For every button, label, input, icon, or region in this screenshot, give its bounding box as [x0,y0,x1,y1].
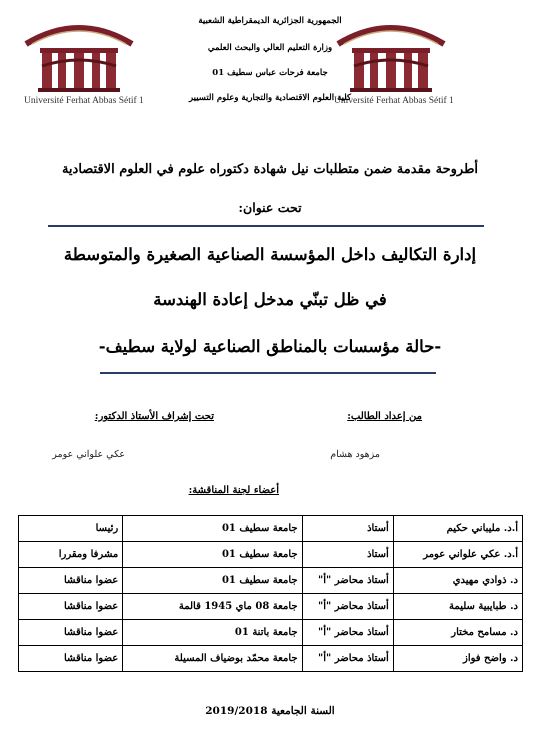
jury-member-university: جامعة سطيف 01 [123,516,302,542]
jury-member-university: جامعة باتنة 01 [123,620,302,646]
title-line-1: إدارة التكاليف داخل المؤسسة الصناعية الصغيرة والمتوسطة [63,245,477,264]
title-line-2: في ظل تبنّي مدخل إعادة الهندسة [153,290,387,309]
header-line-university: جامعة فرحات عباس سطيف 01 [212,68,328,78]
jury-member-university: جامعة 08 ماي 1945 قالمة [123,594,302,620]
supervisor-label: تحت إشراف الأستاذ الدكتور: [94,411,214,422]
jury-member-university: جامعة محمّد بوضياف المسيلة [123,646,302,672]
jury-member-name: أ.د. مليباني حكيم [393,516,522,542]
title-line-3: -حالة مؤسسات بالمناطق الصناعية لولاية سطيف- [98,337,442,356]
jury-member-name: د. واضح فواز [393,646,522,672]
jury-member-name: د. مسامح مختار [393,620,522,646]
jury-label: أعضاء لجنة المناقشة: [188,485,279,496]
thesis-intro: أطروحة مقدمة ضمن متطلبات نيل شهادة دكتوراه علوم في العلوم الاقتصادية [61,162,479,177]
jury-member-university: جامعة سطيف 01 [123,542,302,568]
university-logo-right [330,14,452,94]
supervisor-name: عكي علواني عومر [52,449,125,460]
jury-member-role: عضوا مناقشا [19,568,123,594]
under-title-label: تحت عنوان: [238,200,302,215]
jury-member-role: مشرفا ومقررا [19,542,123,568]
jury-member-role: رئيسا [19,516,123,542]
jury-member-role: عضوا مناقشا [19,620,123,646]
title-rule-top [48,225,484,227]
prepared-by-label: من إعداد الطالب: [347,411,422,422]
university-logo-left [18,14,140,94]
jury-member-rank: أستاذ محاضر "أ" [302,620,393,646]
jury-member-rank: أستاذ محاضر "أ" [302,646,393,672]
table-row [19,516,523,542]
header-line-faculty: كلية العلوم الاقتصادية والتجارية وعلوم التسيير [188,93,352,103]
jury-member-rank: أستاذ [302,542,393,568]
jury-member-name: د. طبايبية سليمة [393,594,522,620]
header-line-ministry: وزارة التعليم العالي والبحث العلمي [207,43,333,53]
table-row [19,568,523,594]
right-logo-caption: Université Ferhat Abbas Sétif 1 [334,96,454,106]
jury-member-role: عضوا مناقشا [19,594,123,620]
table-row [19,620,523,646]
jury-table [18,515,523,672]
jury-member-name: د. ذوادي مهيدي [393,568,522,594]
table-row [19,594,523,620]
title-rule-bottom [100,372,436,374]
header-line-republic: الجمهورية الجزائرية الديمقراطية الشعبية [198,16,342,26]
student-name: مزهود هشام [330,449,380,460]
jury-member-rank: أستاذ محاضر "أ" [302,568,393,594]
jury-member-role: عضوا مناقشا [19,646,123,672]
jury-member-rank: أستاذ محاضر "أ" [302,594,393,620]
academic-year: السنة الجامعية 2019/2018 [205,705,335,717]
jury-member-university: جامعة سطيف 01 [123,568,302,594]
jury-member-rank: أستاذ [302,516,393,542]
table-row [19,646,523,672]
jury-member-name: أ.د. عكي علواني عومر [393,542,522,568]
left-logo-caption: Université Ferhat Abbas Sétif 1 [24,96,144,106]
table-row [19,542,523,568]
